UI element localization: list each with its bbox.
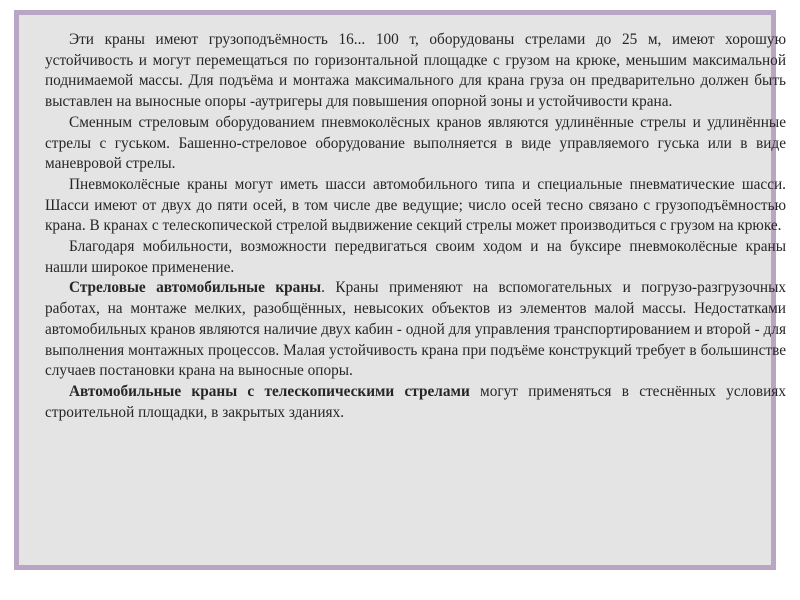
paragraph xyxy=(45,113,786,175)
paragraph-heading: Стреловые автомобильные краны xyxy=(69,279,322,297)
paragraph xyxy=(45,382,786,423)
paragraph-text: Благодаря мобильности, возможности передвигаться своим ходом и на буксире пневмоколёсные краны нашли широкое применение. xyxy=(45,238,786,276)
paragraph xyxy=(45,278,786,382)
paragraph-text: . Краны применяют на вспомогательных и погрузо-разгрузочных работах, на монтаже мелких, разобщённых, невысоких объектов из элементов малой массы. Недостатками автомобильных кранов являются наличие двух кабин - одной для управления транспортированием и второй - для выполнения монтажных процессов. Малая устойчивость крана при подъёме конструкций требует в большинстве случаев постановки крана на выносные опоры. xyxy=(45,279,787,380)
paragraph-text: Пневмоколёсные краны могут иметь шасси автомобильного типа и специальные пневматические шасси. Шасси имеют от двух до пяти осей, в том числе две ведущие; число осей тесно связано с грузоподъёмностью крана. В кранах с телескопической стрелой выдвижение секций стрелы может производиться с грузом на крюке. xyxy=(45,175,786,235)
paragraph xyxy=(45,30,786,113)
paragraph-text: могут применяться в стеснённых условиях строительной площадки, в закрытых зданиях. xyxy=(45,382,786,421)
paragraph-text: Сменным стреловым оборудованием пневмоколёсных кранов являются удлинённые стрелы и удлинённые стрелы с гуськом. Башенно-стреловое оборудование выполняется в виде управляемого гуська или в виде маневровой стрелы. xyxy=(45,113,786,173)
slide-frame xyxy=(14,10,787,570)
paragraph xyxy=(45,237,786,278)
paragraph-text: Эти краны имеют грузоподъёмность 16... 100 т, оборудованы стрелами до 25 м, имеют хорошую устойчивость и могут перемещаться по горизонтальной площадке с грузом на крюке, меньшим максимальной поднимаемой массы. Для подъёма и монтажа максимального для крана груза он предварительно должен быть выставлен на выносные опоры -аутригеры для повышения опорной зоны и устойчивости крана. xyxy=(45,31,786,111)
text-body xyxy=(45,30,786,423)
paragraph-heading: Автомобильные краны с телескопическими стрелами xyxy=(69,382,470,400)
paragraph xyxy=(45,175,786,237)
